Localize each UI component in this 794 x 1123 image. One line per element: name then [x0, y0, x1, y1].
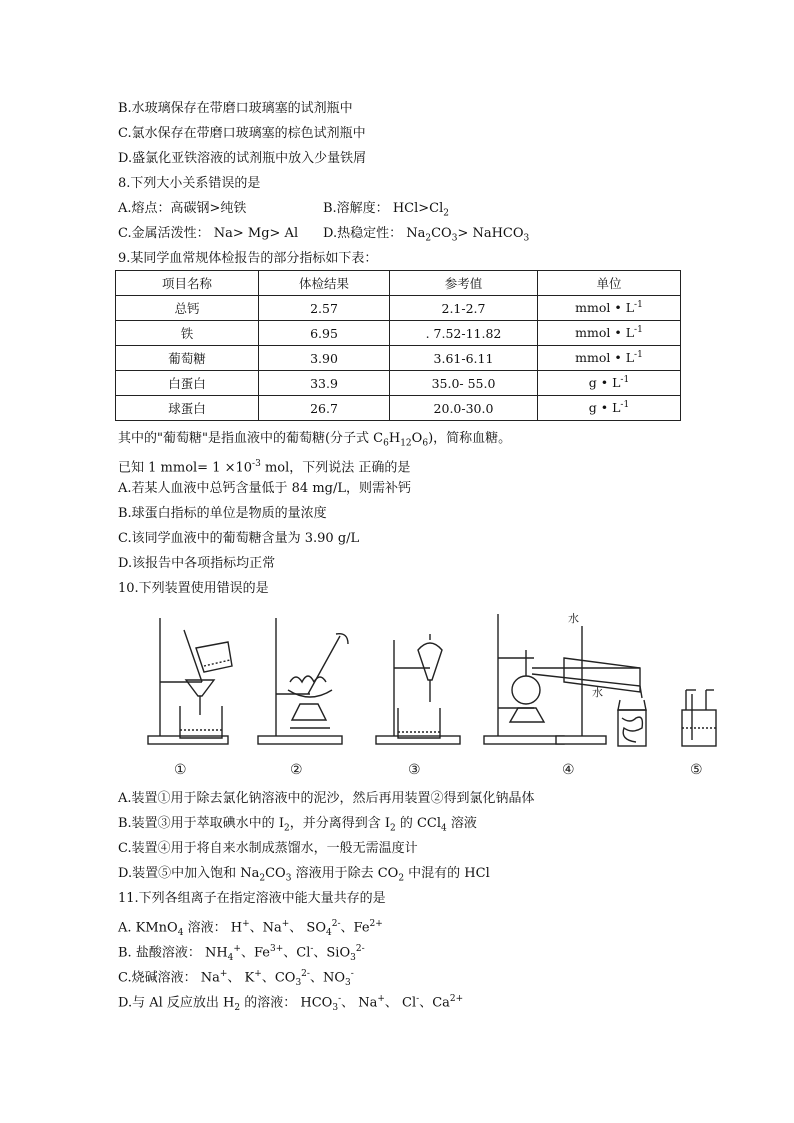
table-row	[116, 296, 681, 321]
table-cell: 总钙	[116, 296, 259, 321]
question-8-row1	[118, 200, 618, 218]
option-8d: D.热稳定性： $Na_2CO_3>$ NaHCO$_3$	[323, 226, 530, 244]
distillation-apparatus-4	[484, 614, 646, 746]
option-7d: D.盛氯化亚铁溶液的试剂瓶中放入少量铁屑	[118, 151, 367, 166]
filtration-apparatus-1	[148, 618, 232, 744]
separatory-funnel-apparatus-3	[376, 634, 460, 744]
apparatus-figure	[140, 610, 730, 780]
question-8-row2	[118, 225, 618, 243]
option-10d: D.装置⑤中加入饱和 $Na_2CO_3$ 溶液用于除去 $CO_2$ 中混有的 HCl	[118, 866, 490, 884]
question-8-stem: 8.下列大小关系错误的是	[118, 176, 261, 191]
option-8c: C.金属活泼性： Na> Mg> Al	[118, 226, 299, 241]
table-cell: 35.0- 55.0	[390, 371, 538, 396]
table-header-cell: 项目名称	[116, 271, 259, 296]
table-cell: mmol • $L^{-1}$	[538, 321, 681, 346]
figure-label-3: ③	[408, 762, 421, 778]
question-9-stem: 9.某同学血常规体检报告的部分指标如下表：	[118, 251, 378, 266]
table-cell: 20.0-30.0	[390, 396, 538, 421]
figure-label-5: ⑤	[690, 762, 703, 778]
option-8a: A.熔点：高碳钢>纯铁	[118, 201, 247, 216]
table-row	[116, 321, 681, 346]
table-cell: g • $L^{-1}$	[538, 396, 681, 421]
table-cell: 6.95	[259, 321, 390, 346]
table-cell: 葡萄糖	[116, 346, 259, 371]
option-8b: B.溶解度： $HCl>Cl_2$	[323, 201, 449, 219]
table-cell: 铁	[116, 321, 259, 346]
gas-washing-bottle-5	[682, 690, 716, 746]
table-cell: g • $L^{-1}$	[538, 371, 681, 396]
figure-label-2: ②	[290, 762, 303, 778]
table-cell: 3.90	[259, 346, 390, 371]
option-11d: D.与 Al 反应放出 $H_2$ 的溶液： $HCO_3^-$、 Na+、 Cl-、$Ca^{2+}$	[118, 994, 464, 1013]
option-9c: C.该同学血液中的葡萄糖含量为 3.90 g/L	[118, 531, 360, 546]
table-cell: 26.7	[259, 396, 390, 421]
question-11-stem: 11.下列各组离子在指定溶液中能大量共存的是	[118, 891, 386, 906]
table-header-row	[116, 271, 681, 296]
table-cell: 白蛋白	[116, 371, 259, 396]
option-7c: C.氯水保存在带磨口玻璃塞的棕色试剂瓶中	[118, 126, 366, 141]
question-9-note-unit: 已知 1 mmol= $1 \times 10^{-3}$ mol，下列说法 正确的是	[118, 459, 411, 476]
option-10b: B.装置③用于萃取碘水中的 $I_2$，并分离得到含 $I_2$ 的 CCl$_4$ 溶液	[118, 816, 477, 834]
table-cell: 球蛋白	[116, 396, 259, 421]
option-11a: A. KMnO$_4$ 溶液： H+、Na+、 $SO_4^{2-}$、$Fe^{2+}$	[118, 919, 383, 938]
table-cell: 2.1-2.7	[390, 296, 538, 321]
table-cell: 2.57	[259, 296, 390, 321]
option-7b: B.水玻璃保存在带磨口玻璃塞的试剂瓶中	[118, 101, 353, 116]
table-row	[116, 396, 681, 421]
option-9b: B.球蛋白指标的单位是物质的量浓度	[118, 506, 327, 521]
option-9d: D.该报告中各项指标均正常	[118, 556, 276, 571]
question-9-note-glucose: 其中的"葡萄糖"是指血液中的葡萄糖(分子式 $C_6H_{12}O_6$)，简称血糖。	[118, 431, 512, 449]
question-10-stem: 10.下列装置使用错误的是	[118, 581, 269, 596]
option-11c: C.烧碱溶液： Na+、 K+、$CO_3^{2-}$、$NO_3^-$	[118, 969, 354, 988]
evaporation-apparatus-2	[258, 618, 348, 744]
table-row	[116, 346, 681, 371]
table-cell: . 7.52-11.82	[390, 321, 538, 346]
blood-report-table	[115, 270, 681, 421]
option-10a: A.装置①用于除去氯化钠溶液中的泥沙，然后再用装置②得到氯化钠晶体	[118, 791, 535, 806]
option-10c: C.装置④用于将自来水制成蒸馏水，一般无需温度计	[118, 841, 418, 856]
figure-label-4: ④	[562, 762, 575, 778]
table-cell: mmol • $L^{-1}$	[538, 346, 681, 371]
water-label-top: 水	[568, 612, 579, 625]
table-cell: 33.9	[259, 371, 390, 396]
table-header-cell: 单位	[538, 271, 681, 296]
option-11b: B. 盐酸溶液： $NH_4^+$、$Fe^{3+}$、Cl-、SiO$_3^{2-}$	[118, 944, 365, 963]
option-9a: A.若某人血液中总钙含量低于 84 mg/L，则需补钙	[118, 481, 411, 496]
table-row	[116, 371, 681, 396]
figure-label-1: ①	[174, 762, 187, 778]
table-cell: 3.61-6.11	[390, 346, 538, 371]
table-header-cell: 体检结果	[259, 271, 390, 296]
water-label-bottom: 水	[592, 686, 603, 699]
table-header-cell: 参考值	[390, 271, 538, 296]
table-cell: mmol • $L^{-1}$	[538, 296, 681, 321]
